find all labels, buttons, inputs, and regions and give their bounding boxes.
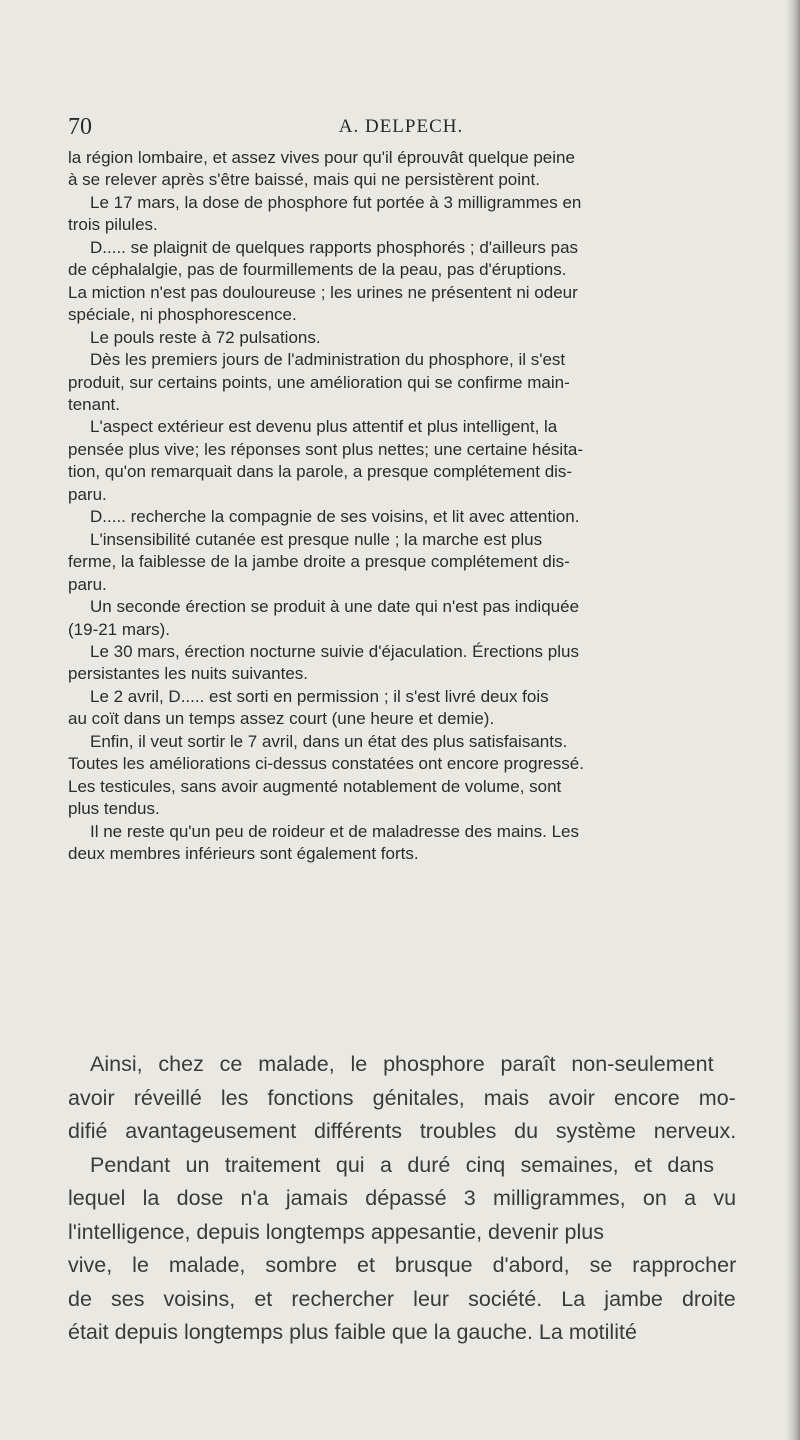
text-line: spéciale, ni phosphorescence. bbox=[68, 305, 297, 325]
text-line: l'intelligence, depuis longtemps appesantie, devenir plus bbox=[68, 1219, 604, 1244]
text-line: D..... se plaignit de quelques rapports phosphorés ; d'ailleurs pas bbox=[90, 237, 579, 257]
text-line: vive, le malade, sombre et brusque d'abord, se rapprocher bbox=[68, 1253, 736, 1277]
text-line: paru. bbox=[68, 484, 107, 504]
text-line: (19-21 mars). bbox=[68, 619, 171, 639]
text-line: trois pilules. bbox=[68, 215, 158, 235]
text-line: Dès les premiers jours de l'administration du phosphore, il s'est bbox=[90, 350, 566, 370]
text-line: tenant. bbox=[68, 394, 120, 414]
text-line: Un seconde érection se produit à une date qui n'est pas indiquée bbox=[90, 597, 580, 617]
text-line: Pendant un traitement qui a duré cinq semaines, et dans bbox=[90, 1152, 715, 1177]
text-line: Toutes les améliorations ci-dessus constatées ont encore progressé. bbox=[68, 754, 584, 774]
text-line: tion, qu'on remarquait dans la parole, a presque complétement dis- bbox=[68, 462, 573, 482]
case-notes-text bbox=[68, 147, 736, 866]
text-line: Le pouls reste à 72 pulsations. bbox=[90, 327, 321, 347]
text-line: au coït dans un temps assez court (une heure et demie). bbox=[68, 709, 495, 729]
text-line: de céphalalgie, pas de fourmillements de la peau, pas d'éruptions. bbox=[68, 260, 567, 280]
text-line: Le 2 avril, D..... est sorti en permission ; il s'est livré deux fois bbox=[90, 686, 549, 706]
text-line: Le 17 mars, la dose de phosphore fut portée à 3 milligrammes en bbox=[90, 192, 582, 212]
text-line: plus tendus. bbox=[68, 799, 160, 819]
text-line: persistantes les nuits suivantes. bbox=[68, 664, 309, 684]
text-line: Il ne reste qu'un peu de roideur et de maladresse des mains. Les bbox=[90, 821, 579, 841]
text-line: était depuis longtemps plus faible que la gauche. La motilité bbox=[68, 1320, 637, 1344]
text-line: produit, sur certains points, une amélioration qui se confirme main- bbox=[68, 372, 570, 392]
text-line: D..... recherche la compagnie de ses voisins, et lit avec attention. bbox=[90, 507, 580, 527]
page-number: 70 bbox=[68, 114, 92, 140]
text-line: à se relever après s'être baissé, mais qui ne persistèrent point. bbox=[68, 170, 540, 190]
text-line: La miction n'est pas douloureuse ; les urines ne présentent ni odeur bbox=[68, 282, 578, 302]
text-line: de ses voisins, et rechercher leur société. La jambe droite bbox=[68, 1286, 736, 1311]
text-line: L'aspect extérieur est devenu plus attentif et plus intelligent, la bbox=[90, 417, 558, 437]
text-line: Ainsi, chez ce malade, le phosphore paraît non-seulement bbox=[90, 1052, 714, 1076]
text-line: pensée plus vive; les réponses sont plus nettes; une certaine hésita- bbox=[68, 439, 584, 459]
text-line: difié avantageusement différents troubles du système nerveux. bbox=[68, 1119, 736, 1143]
text-line: Le 30 mars, érection nocturne suivie d'éjaculation. Érections plus bbox=[90, 641, 579, 661]
text-line: Les testicules, sans avoir augmenté notablement de volume, sont bbox=[68, 776, 562, 796]
text-line: deux membres inférieurs sont également forts. bbox=[68, 844, 419, 864]
page-header bbox=[68, 114, 734, 144]
text-line: paru. bbox=[68, 574, 107, 594]
text-line: Enfin, il veut sortir le 7 avril, dans un état des plus satisfaisants. bbox=[90, 731, 568, 751]
running-head: A. DELPECH. bbox=[338, 116, 464, 137]
conclusion-text bbox=[68, 1048, 736, 1350]
text-line: ferme, la faiblesse de la jambe droite a presque complétement dis- bbox=[68, 552, 570, 572]
text-line: lequel la dose n'a jamais dépassé 3 milligrammes, on a vu bbox=[68, 1186, 736, 1210]
text-line: L'insensibilité cutanée est presque nulle ; la marche est plus bbox=[90, 529, 543, 549]
text-line: la région lombaire, et assez vives pour qu'il éprouvât quelque peine bbox=[68, 148, 575, 167]
text-line: avoir réveillé les fonctions génitales, mais avoir encore mo- bbox=[68, 1085, 736, 1110]
page-edge-shadow bbox=[786, 0, 800, 1440]
